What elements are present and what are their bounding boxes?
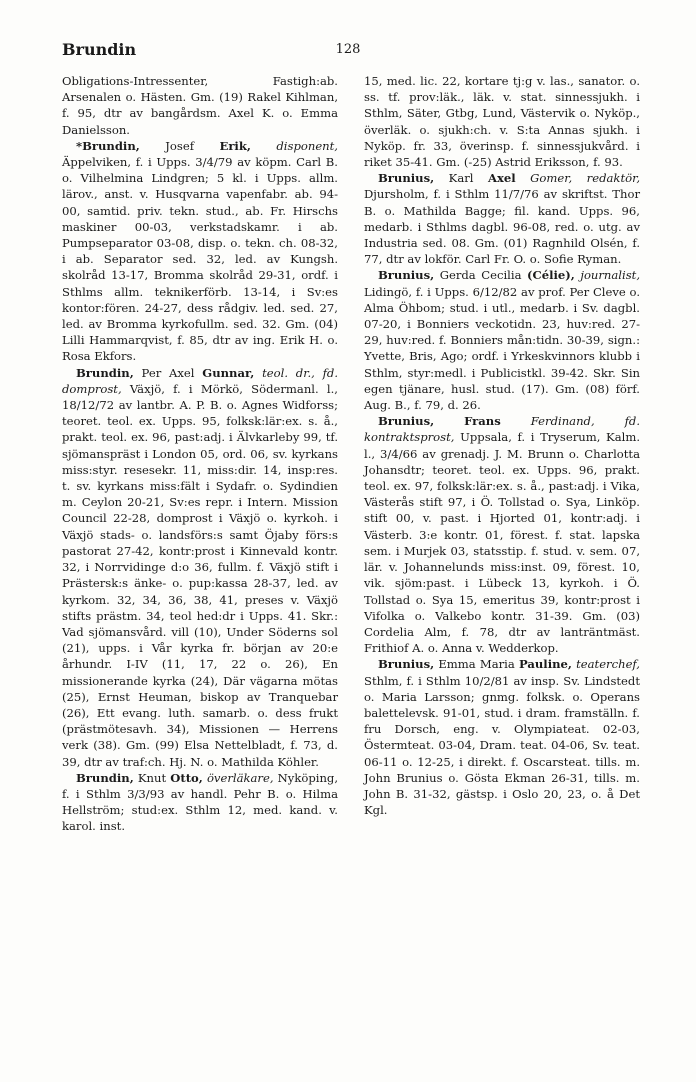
text-columns: [62, 73, 640, 1073]
biography-entry: [364, 656, 640, 818]
entry-called-name: Pauline,: [518, 657, 572, 672]
entry-surname: Brunius,: [378, 657, 435, 672]
entry-called-name: Otto,: [170, 770, 203, 785]
right-column: [364, 73, 640, 818]
entry-surname: Brunius,: [378, 171, 435, 186]
entry-called-name: (Célie),: [527, 268, 575, 283]
page-number: 128: [335, 42, 361, 57]
biography-entry: [364, 267, 640, 413]
entry-title: Ferdinand, fd. kontraktsprost,: [364, 414, 641, 445]
entry-title: teol. dr., fd. domprost,: [62, 365, 339, 396]
entry-surname: Brunius,: [378, 414, 435, 429]
entry-text: Äppelviken, f. i Upps. 3/4/79 av köpm. Carl B. o. Vilhelmina Lindgren; 5 kl. i Upps. allm. lärov., anst. v. Husqvarna vapenfabr. ab. 94-00, samtid. priv. tekn. stud., ab. Fr. Hirschs maskiner 00-03, verkstadskamr. i ab. Pumpseparator 03-08, disp. o. tekn. ch. 08-32, i ab. Separator sed. 32, led. av Kungsh. skolråd 13-17, Bromma skolråd 29-31, ordf. i Sthlms allm. teknikerförb. 13-14, i Sv:es kontor:fören. 24-27, dess rådgiv. led. sed. 27, led. av Bromma kyrkofullm. sed. 32. Gm. (04) Lilli Hammarqvist, f. 85, dtr av ing. Erik H. o. Rosa Ekfors.: [62, 155, 338, 364]
left-column: [62, 73, 338, 835]
entry-surname: Brundin,: [76, 365, 134, 380]
biography-entry: [62, 365, 338, 770]
entry-surname: *Brundin,: [76, 138, 140, 153]
entry-given-names: Per Axel: [141, 365, 195, 380]
biography-entry: [364, 170, 640, 267]
entry-text: Nyköping, f. i Sthlm 3/3/93 av handl. Pehr B. o. Hilma Hellström; stud:ex. Sthlm 12, med. kand. v. karol. inst.: [62, 770, 339, 834]
entry-called-name: Gunnar,: [202, 365, 255, 380]
entry-text: Obligations-Intressenter, Fastigh:ab. Arsenalen o. Hästen. Gm. (19) Rakel Kihlman, f. 95, dtr av bangårdsm. Axel K. o. Emma Danielsson.: [62, 74, 338, 137]
entry-text: Lidingö, f. i Upps. 6/12/82 av prof. Per Cleve o. Alma Öhbom; stud. i utl., medarb. i Sv. dagbl. 07-20, i Bonniers veckotidn. 23, huv:red. 27-29, huv:red. f. Bonniers mån:tidn. 30-39, sign.: Yvette, Bris, Ago; ordf. i Yrkeskvinnors klubb i Sthlm, styr:medl. i Publicistkl. 39-42. Skr. Sin egen tjänare, husl. stud. (17). Gm. (08) förf. Aug. B., f. 79, d. 26.: [364, 284, 640, 413]
entry-surname: Brunius,: [378, 268, 435, 283]
entry-given-names: Gerda Cecilia: [439, 268, 522, 283]
entry-given-names: Karl: [448, 171, 474, 186]
biography-entry: [364, 413, 640, 656]
entry-given-names: Emma Maria: [438, 657, 515, 672]
entry-given-names: Knut: [137, 770, 167, 785]
entry-text: Uppsala, f. i Tryserum, Kalm. l., 3/4/66 av grenadj. J. M. Brunn o. Charlotta Johansdtr; teoret. teol. ex. Upps. 96, prakt. teol. ex. 97, folksk:lär:ex. s. å., past:adj. i Vika, Västerås stift 97, i Ö. Tollstad o. Sya, Linköp. stift 00, v. past. i Hjorted 01, kontr:adj. i Västerb. 3:e kontr. 01, förest. f. stat. lapska sem. i Murjek 03, statsstip. f. stud. v. sem. 07, lär. v. Johannelunds miss:inst. 09, förest. 10, vik. sjöm:past. i Lübeck 13, kyrkoh. i Ö. Tollstad o. Sya 15, emeritus 39, kontr:prost i Vifolka o. Valkebo kontr. 31-39. Gm. (03) Cordelia Alm, f. 78, dtr av lanträntmäst. Frithiof A. o. Anna v. Wedderkop.: [364, 430, 640, 656]
running-head: Brundin: [62, 40, 137, 59]
entry-title: överläkare,: [206, 770, 274, 785]
entry-text: Sthlm, f. i Sthlm 10/2/81 av insp. Sv. Lindstedt o. Maria Larsson; gnmg. folksk. o. Operans balettelevsk. 91-01, stud. i dram. framställn. f. fru Dorsch, eng. v. Olympiateat. 02-03, Östermteat. 03-04, Dram. teat. 04-06, Sv. teat. 06-11 o. 12-25, i direkt. f. Oscarsteat. tills. m. John Brunius o. Gösta Ekman 26-31, tills. m. John B. 31-32, gästsp. i Oslo 20, 23, o. å Det Kgl.: [364, 673, 640, 818]
entry-text: Växjö, f. i Mörkö, Södermanl. l., 18/12/72 av lantbr. A. P. B. o. Agnes Widforss; teoret. teol. ex. Upps. 95, folksk:lär:ex. s. å., prakt. teol. ex. 96, past:adj. i Älvkarleby 99, tf. sjömanspräst i London 05, ord. 06, sv. kyrkans miss:styr. resesekr. 11, miss:dir. 14, insp:res. t. sv. kyrkans miss:fält i Sydafr. o. Sydindien m. Ceylon 20-21, Sv:es repr. i Intern. Mission Council 22-28, domprost i Växjö o. kyrkoh. i Växjö stads- o. landsförs:s samt Öjaby förs:s pastorat 27-42, kontr:prost i Kinnevald kontr. 32, i Norrvidinge d:o 36, fullm. f. Växjö stift i Prästersk:s änke- o. pup:kassa 28-37, led. av kyrkom. 32, 34, 36, 38, 41, preses v. Växjö stifts prästm. 34, teol hed:dr i Upps. 41. Skr.: Vad sjömansvård. vill (10), Under Söderns sol (21), upps. i Vår kyrka fr. början av 20:e århundr. I-IV (11, 17, 22 o. 26), En missionerande kyrka (24), Där vägarna mötas (25), Ernst Heuman, biskop av Tranquebar (26), Ett evang. luth. samarb. o. dess frukt (prästmötesavh. 34), Missionen — Herrens verk (38). Gm. (99) Elsa Nettelbladt, f. 73, d. 39, dtr av traf:ch. Hj. N. o. Mathilda Köhler.: [62, 381, 338, 769]
entry-title: Gomer, redaktör,: [530, 171, 641, 186]
entry-called-name: Erik,: [219, 138, 251, 153]
entry-title: teaterchef,: [576, 657, 640, 672]
entry-called-name: Frans: [464, 414, 501, 429]
biography-entry: [62, 73, 338, 138]
entry-text: 15, med. lic. 22, kortare tj:g v. las., sanator. o. ss. tf. prov:läk., läk. v. stat. sinnessjukh. i Sthlm, Säter, Gtbg, Lund, Västervik o. Nyköp., överläk. o. sjukh:ch. v. S:ta Annas sjukh. i Nyköp. fr. 33, överinsp. f. sinnessjukvård. i riket 35-41. Gm. (-25) Astrid Eriksson, f. 93.: [364, 74, 640, 170]
entry-given-names: Josef: [165, 138, 195, 153]
entry-title: disponent,: [276, 138, 338, 153]
biography-entry: [62, 770, 338, 835]
entry-called-name: Axel: [487, 171, 516, 186]
biography-entry: [62, 138, 338, 365]
biography-entry: [364, 73, 640, 170]
entry-surname: Brundin,: [76, 770, 134, 785]
entry-text: Djursholm, f. i Sthlm 11/7/76 av skriftst. Thor B. o. Mathilda Bagge; fil. kand. Upps. 96, medarb. i Sthlms dagbl. 96-08, red. o. utg. av Industria sed. 08. Gm. (01) Ragnhild Olsén, f. 77, dtr av lokför. Carl Fr. O. o. Sofie Ryman.: [364, 187, 640, 267]
entry-title: journalist,: [580, 268, 641, 283]
page-header: [62, 40, 634, 60]
